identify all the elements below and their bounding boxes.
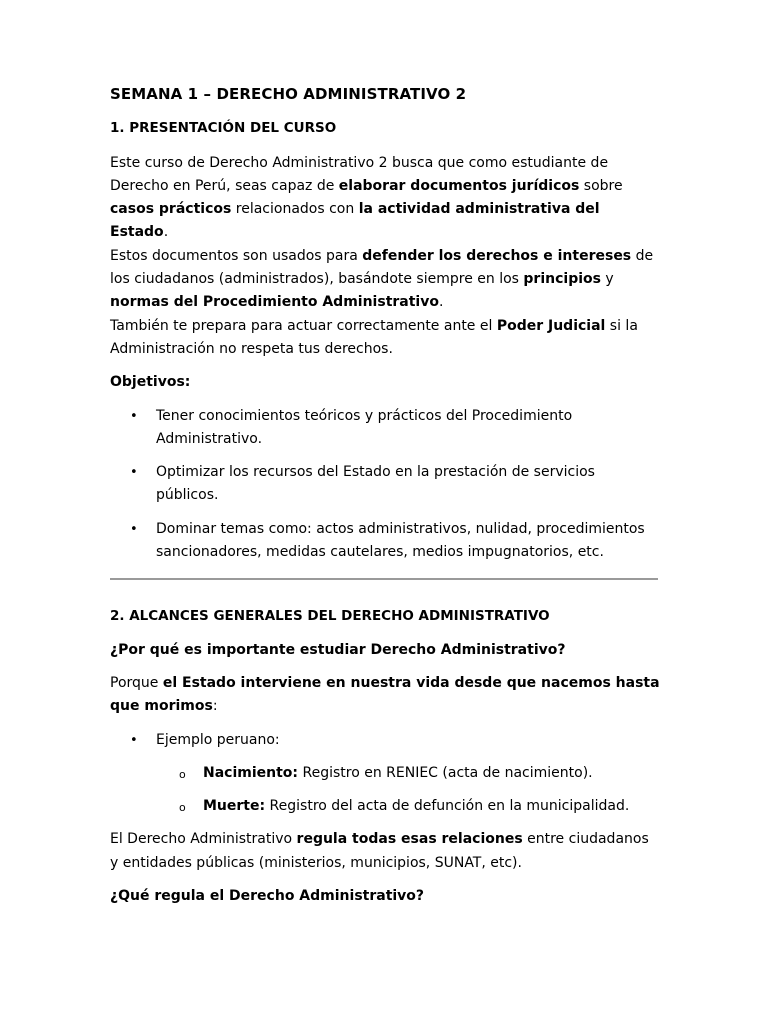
- bold-run: la actividad administrativa del Estado: [110, 201, 600, 241]
- circle-bullet-icon: o: [179, 767, 186, 781]
- bullet-icon: •: [130, 521, 138, 537]
- bold-run: elaborar documentos jurídicos: [338, 177, 580, 194]
- example-list: [110, 729, 660, 819]
- text-run: También te prepara para actuar correctamente ante el: [110, 317, 497, 334]
- text-run: :: [212, 698, 218, 715]
- text-run: Registro en RENIEC (acta de nacimiento).: [298, 764, 593, 781]
- bold-run: defender los derechos e intereses: [362, 247, 632, 264]
- circle-bullet-icon: o: [179, 801, 186, 815]
- document-body: [110, 83, 660, 908]
- section-2-heading: 2. ALCANCES GENERALES DEL DERECHO ADMINISTRATIVO: [110, 608, 550, 625]
- text-run: .: [163, 224, 169, 241]
- text-run: entre ciudadanos y entidades públicas (ministerios, municipios, SUNAT, etc).: [110, 831, 649, 871]
- question-heading-1: ¿Por qué es importante estudiar Derecho Administrativo?: [110, 641, 566, 658]
- section-1-paragraph-1: [110, 152, 660, 245]
- document-title: SEMANA 1 – DERECHO ADMINISTRATIVO 2: [110, 85, 467, 103]
- section-2-paragraph-1: [110, 672, 660, 719]
- bold-run: Poder Judicial: [496, 317, 606, 334]
- text-run: Registro del acta de defunción en la municipalidad.: [265, 798, 630, 815]
- list-item-text: Dominar temas como: actos administrativos, nulidad, procedimientos sancionadores, medidas cautelares, medios impugnatorios, etc.: [156, 520, 645, 561]
- bullet-icon: •: [130, 408, 138, 424]
- example-sublist: [156, 762, 660, 819]
- text-run: Porque: [110, 674, 163, 691]
- list-item: [110, 518, 660, 565]
- text-run: si la Administración no respeta tus derechos.: [110, 317, 638, 357]
- bold-run: Muerte:: [203, 798, 266, 815]
- list-item: [110, 461, 660, 508]
- text-run: y: [600, 271, 614, 288]
- bullet-icon: •: [130, 465, 138, 481]
- text-run: sobre: [579, 177, 623, 194]
- bold-run: casos prácticos: [110, 201, 232, 218]
- bold-run: Nacimiento:: [203, 764, 299, 781]
- horizontal-divider: [110, 578, 658, 580]
- bold-run: normas del Procedimiento Administrativo: [110, 294, 439, 311]
- section-1-paragraph-2: [110, 245, 660, 315]
- text-run: Estos documentos son usados para: [110, 247, 363, 264]
- sublist-item: [110, 795, 660, 818]
- bold-run: el Estado interviene en nuestra vida desde que nacemos hasta que morimos: [110, 674, 660, 715]
- bold-run: principios: [523, 271, 601, 288]
- bullet-icon: •: [130, 732, 138, 748]
- text-run: Este curso de Derecho Administrativo 2 busca que como estudiante de Derecho en Perú, seas capaz de: [110, 154, 609, 194]
- bold-run: regula todas esas relaciones: [296, 831, 523, 848]
- list-item: [110, 729, 660, 819]
- text-run: El Derecho Administrativo: [110, 831, 297, 848]
- list-item-text: Optimizar los recursos del Estado en la prestación de servicios públicos.: [156, 464, 595, 504]
- text-run: relacionados con: [231, 201, 359, 218]
- question-heading-2: ¿Qué regula el Derecho Administrativo?: [110, 888, 425, 905]
- text-run: .: [438, 294, 444, 311]
- list-item-text: Ejemplo peruano:: [156, 731, 280, 748]
- section-1-heading: 1. PRESENTACIÓN DEL CURSO: [110, 120, 337, 137]
- objectives-heading: Objetivos:: [110, 374, 191, 391]
- list-item-text: Tener conocimientos teóricos y prácticos del Procedimiento Administrativo.: [156, 407, 573, 447]
- sublist-item: [110, 762, 660, 785]
- text-run: de los ciudadanos (administrados), basándote siempre en los: [110, 247, 654, 288]
- section-1-paragraph-3: [110, 315, 660, 362]
- section-2-paragraph-2: [110, 828, 660, 875]
- objectives-list: [110, 405, 660, 565]
- list-item: [110, 405, 660, 452]
